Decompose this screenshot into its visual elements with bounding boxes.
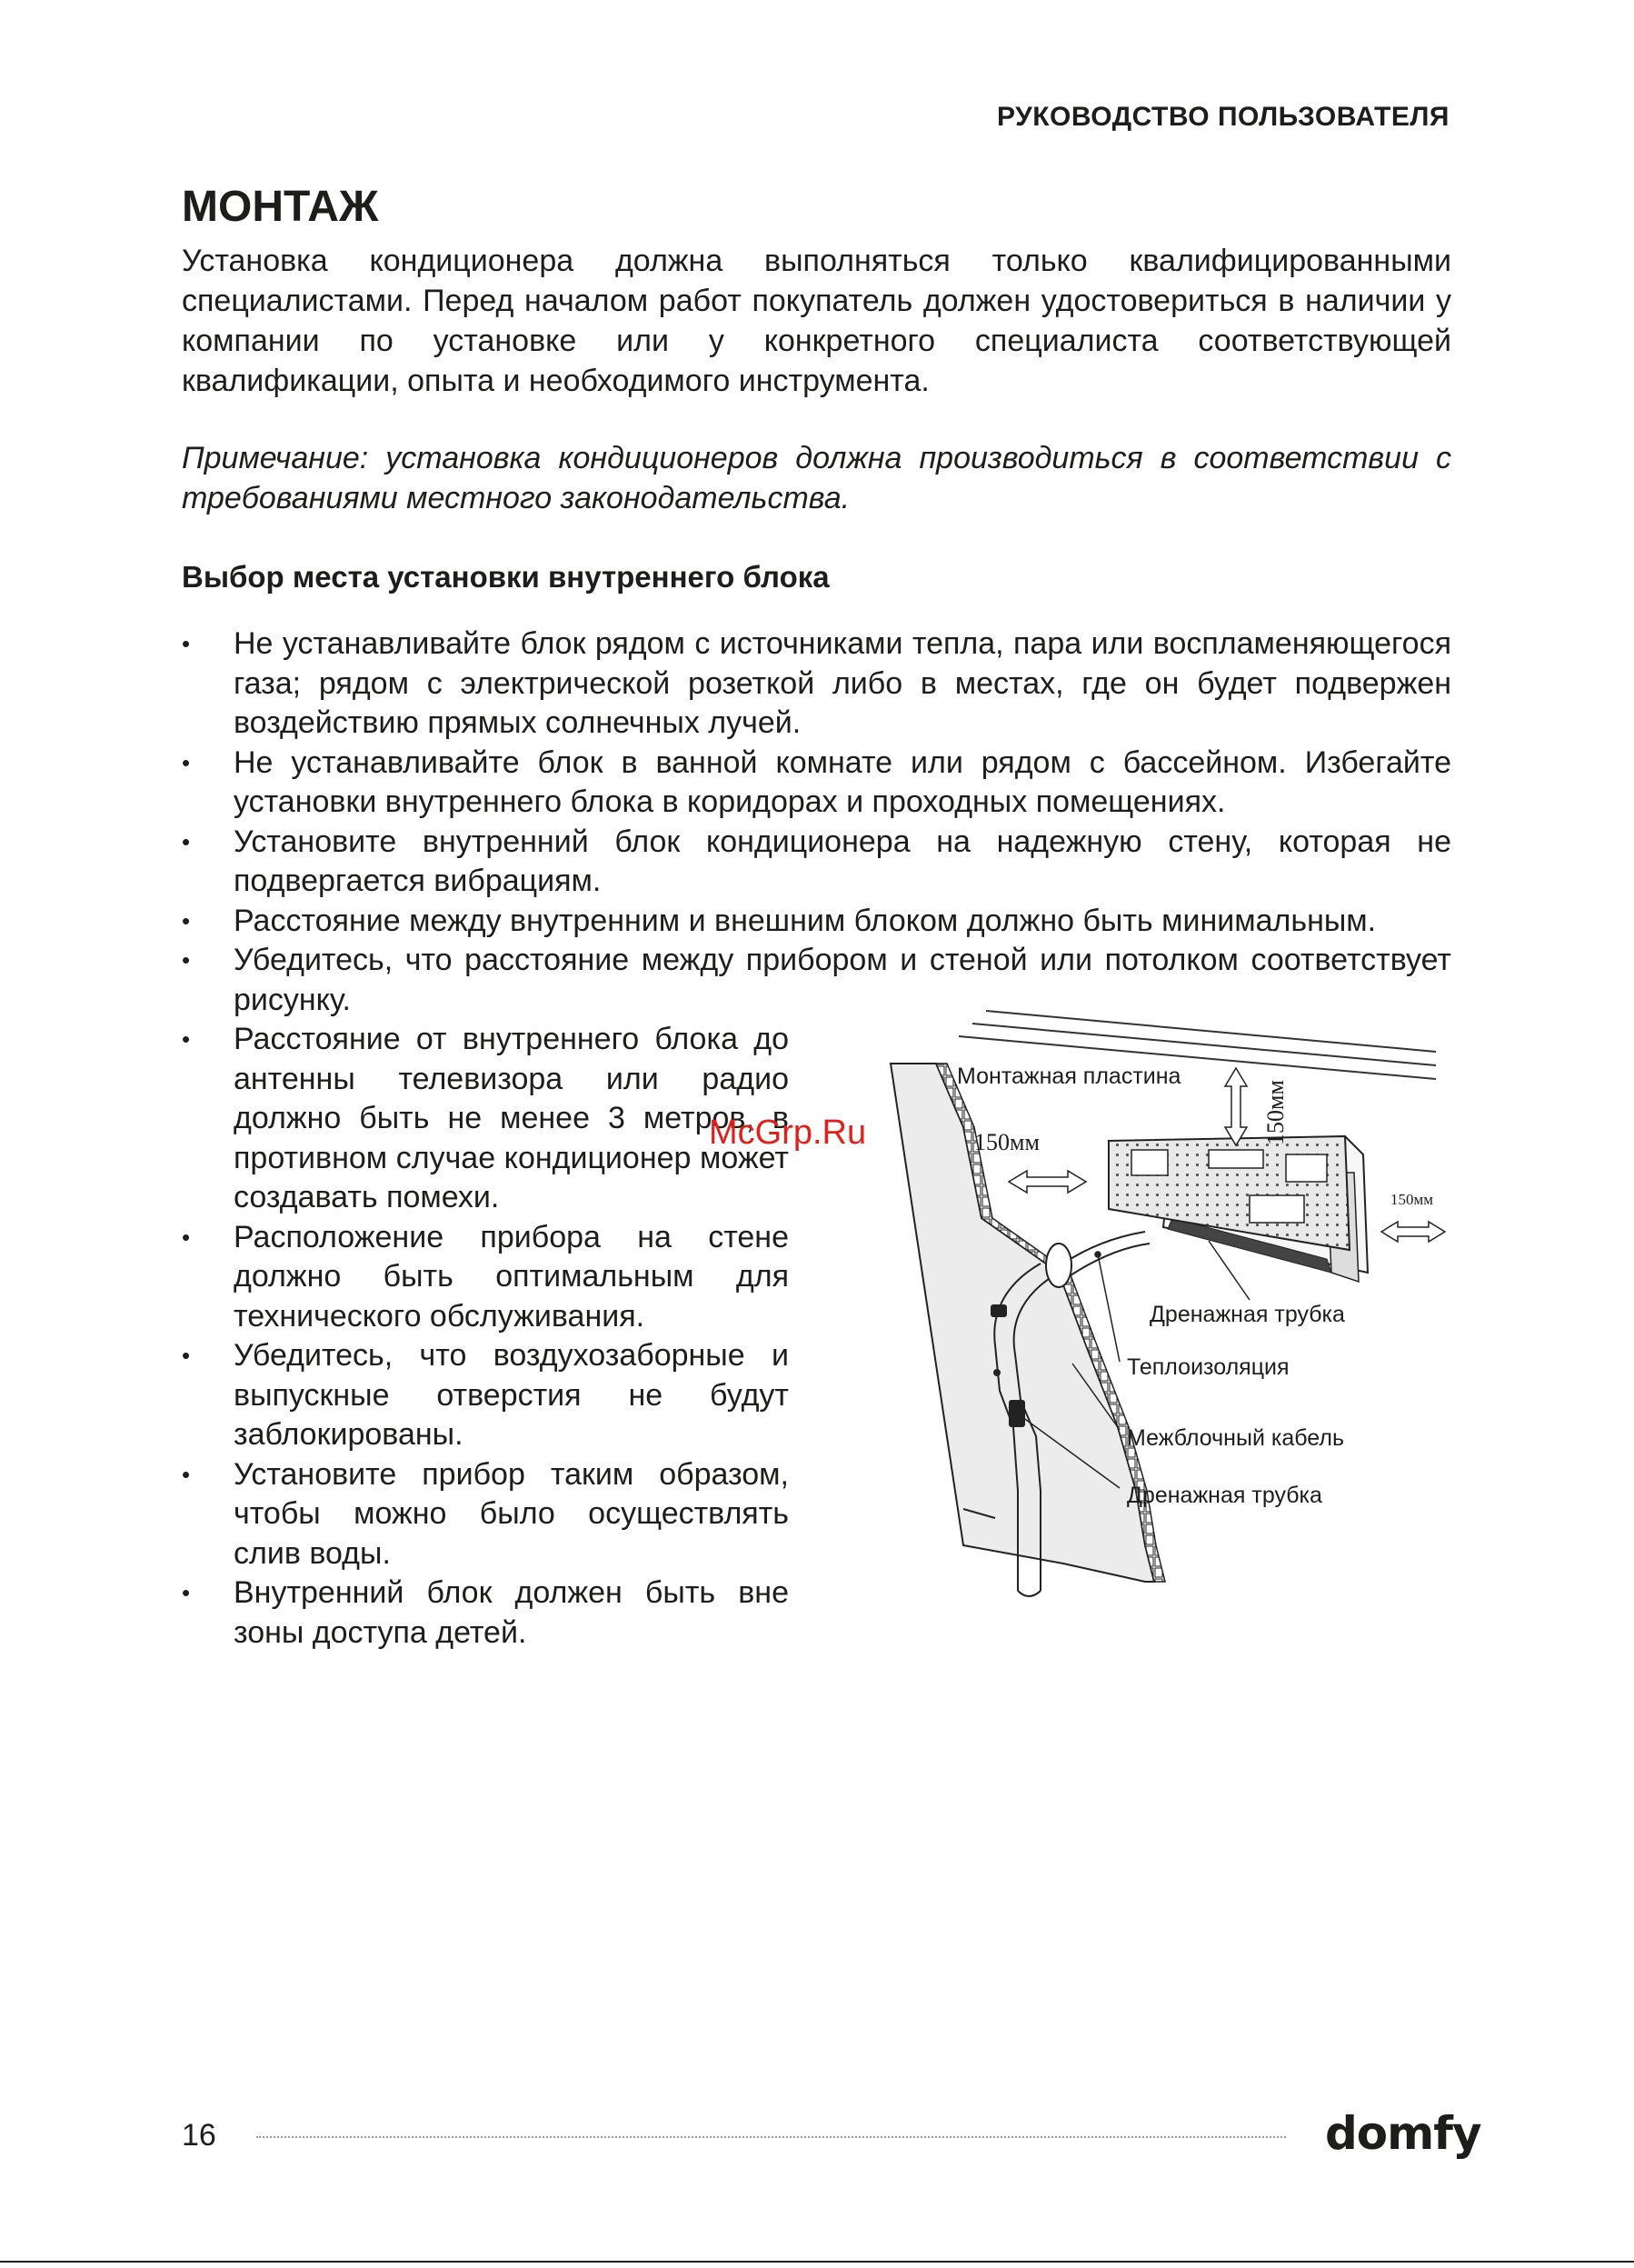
- list-item: • Расстояние от внутреннего блока до антенны телевизора или радио должно быть не менее 3 метров, в противном случае кондиционер может создавать помехи.: [182, 1020, 789, 1218]
- list-item: • Расположение прибора на стене должно быть оптимальным для технического обслуживания.: [182, 1218, 789, 1337]
- arrow-left-icon: [1009, 1171, 1086, 1193]
- bottom-edge-rule: [0, 2261, 1634, 2263]
- label-mounting-plate: Монтажная пластина: [957, 1064, 1181, 1089]
- note-paragraph: Примечание: установка кондиционеров должна производиться в соответствии с требованиями местного законодательства.: [182, 441, 1451, 515]
- bullet-list-bottom: [182, 1020, 789, 1653]
- list-item: • Убедитесь, что воздухозаборные и выпускные отверстия не будут заблокированы.: [182, 1336, 789, 1455]
- list-item: • Установите прибор таким образом, чтобы можно было осуществлять слив воды.: [182, 1455, 789, 1574]
- arrow-right-icon: [1381, 1222, 1445, 1242]
- subheading: Выбор места установки внутреннего блока: [182, 560, 830, 594]
- arrow-vertical-icon: [1225, 1068, 1247, 1145]
- list-item: • Убедитесь, что расстояние между прибором и стеной или потолком соответствует рисунку.: [182, 941, 1451, 1020]
- list-item: • Внутренний блок должен быть вне зоны доступа детей.: [182, 1574, 789, 1653]
- footer-rule: [256, 2136, 1286, 2138]
- label-clearance-right: 150мм: [1390, 1191, 1434, 1208]
- installation-diagram: [872, 1000, 1463, 1673]
- watermark: McGrp.Ru: [709, 1114, 867, 1152]
- label-clearance-top: 150мм: [1262, 1080, 1289, 1145]
- label-drain-pipe-2: Дренажная трубка: [1127, 1483, 1322, 1508]
- page-number: 16: [182, 2118, 216, 2153]
- label-insulation: Теплоизоляция: [1127, 1354, 1290, 1380]
- intro-paragraph: Установка кондиционера должна выполняться только квалифицированными специалистами. Перед началом работ покупатель должен удостовериться в наличии у компании по установке или у конкретного специалиста соответствующей квалификации, опыта и необходимого инструмента.: [182, 244, 1451, 398]
- label-drain-pipe-1: Дренажная трубка: [1150, 1302, 1345, 1327]
- wall-hole: [1046, 1244, 1071, 1287]
- running-header: РУКОВОДСТВО ПОЛЬЗОВАТЕЛЯ: [996, 102, 1450, 132]
- list-item: • Не устанавливайте блок рядом с источниками тепла, пара или воспламеняющегося газа; рядом с электрической розеткой либо в местах, где он будет подвержен воздействию прямых солнечных лучей.: [182, 624, 1451, 744]
- brand-logo: domfy: [1325, 2107, 1481, 2160]
- label-clearance-left: 150мм: [974, 1129, 1040, 1155]
- section-title: МОНТАЖ: [182, 183, 379, 231]
- list-item: • Расстояние между внутренним и внешним блоком должно быть минимальным.: [182, 902, 1451, 942]
- list-item: • Установите внутренний блок кондиционера на надежную стену, которая не подвергается вибрациям.: [182, 823, 1451, 902]
- list-item: • Не устанавливайте блок в ванной комнате или рядом с бассейном. Избегайте установки внутреннего блока в коридорах и проходных помещениях.: [182, 744, 1451, 823]
- bullet-list-top: [182, 624, 1451, 1020]
- label-interconnect-cable: Межблочный кабель: [1127, 1425, 1344, 1451]
